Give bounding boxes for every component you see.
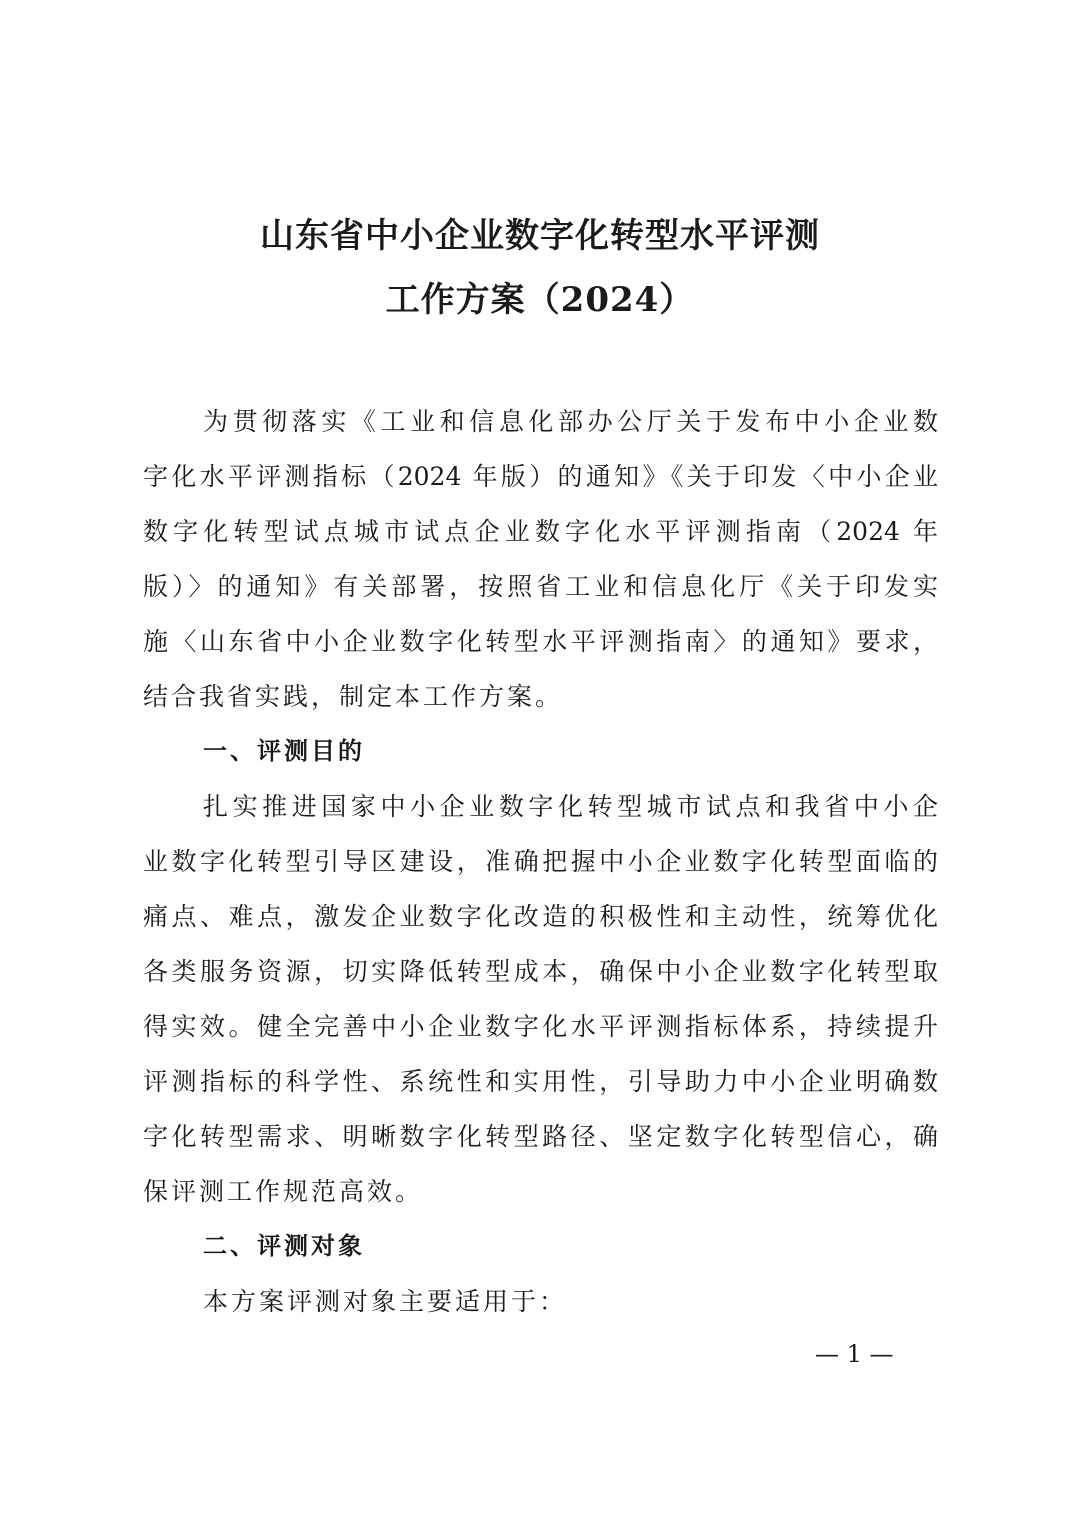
page-number: — 1 — bbox=[815, 1340, 894, 1368]
document-body bbox=[143, 394, 938, 1329]
intro-line: 版）〉的通知》有关部署，按照省工业和信息化厅《关于印发实 bbox=[143, 572, 938, 601]
intro-line: 为贯彻落实《工业和信息化部办公厅关于发布中小企业数 bbox=[203, 407, 938, 436]
section-heading-target: 二、评测对象 bbox=[203, 1232, 365, 1260]
section1-line: 扎实推进国家中小企业数字化转型城市试点和我省中小企 bbox=[203, 792, 938, 821]
intro-line: 施〈山东省中小企业数字化转型水平评测指南〉的通知》要求， bbox=[143, 627, 938, 656]
document-title-line-2: 工作方案（2024） bbox=[385, 280, 695, 320]
section1-line: 各类服务资源，切实降低转型成本，确保中小企业数字化转型取 bbox=[143, 957, 938, 986]
document-title-line-1: 山东省中小企业数字化转型水平评测 bbox=[260, 216, 820, 256]
section1-line: 业数字化转型引导区建设，准确把握中小企业数字化转型面临的 bbox=[143, 847, 938, 876]
intro-line: 结合我省实践，制定本工作方案。 bbox=[143, 682, 564, 711]
section1-line: 保评测工作规范高效。 bbox=[143, 1177, 424, 1206]
section1-line: 得实效。健全完善中小企业数字化水平评测指标体系，持续提升 bbox=[143, 1012, 938, 1041]
section1-line: 痛点、难点，激发企业数字化改造的积极性和主动性，统筹优化 bbox=[143, 902, 938, 931]
section1-line: 评测指标的科学性、系统性和实用性，引导助力中小企业明确数 bbox=[143, 1067, 938, 1096]
intro-line: 数字化转型试点城市试点企业数字化水平评测指南（2024 年 bbox=[143, 517, 938, 546]
section-heading-purpose: 一、评测目的 bbox=[203, 737, 365, 765]
section2-line: 本方案评测对象主要适用于： bbox=[203, 1287, 568, 1316]
intro-line: 字化水平评测指标（2024 年版）的通知》《关于印发〈中小企业 bbox=[143, 462, 938, 491]
section1-line: 字化转型需求、明晰数字化转型路径、坚定数字化转型信心，确 bbox=[143, 1122, 938, 1151]
